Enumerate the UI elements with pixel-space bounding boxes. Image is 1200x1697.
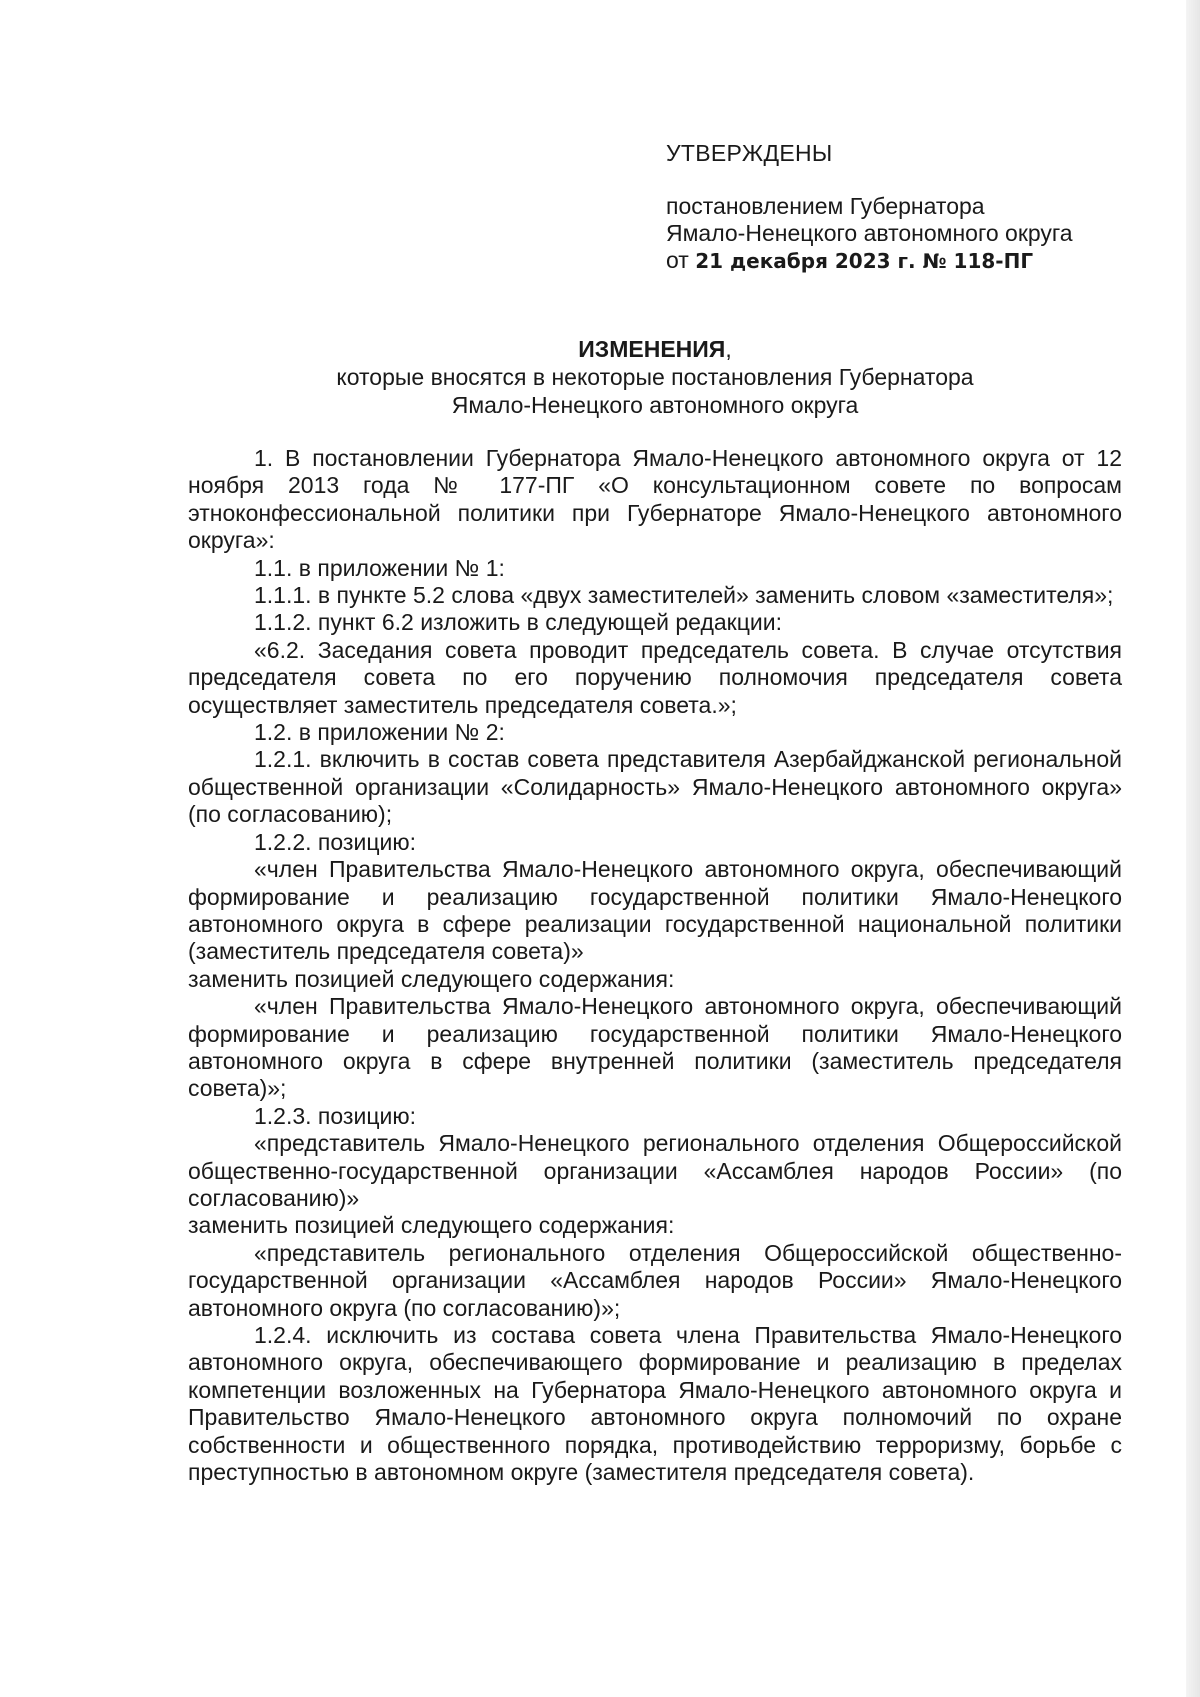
document-title: ИЗМЕНЕНИЯ [578, 336, 726, 362]
approval-date-prefix: от [666, 247, 689, 273]
paragraph-1-2-2: 1.2.2. позицию: [254, 828, 416, 855]
paragraph-new-position-1: «член Правительства Ямало-Ненецкого автономного округа, обеспечивающий формирование и реализацию государственной политики Ямало-Ненецкого автономного округа в сфере внутренней политики (заместитель председателя совета)»; [188, 993, 1122, 1102]
scan-edge-shadow [1186, 0, 1200, 1697]
approval-date-line [666, 247, 1136, 275]
paragraph-quote-6-2: «6.2. Заседания совета проводит председатель совета. В случае отсутствия председателя совета по его поручению полномочия председателя совета осуществляет заместитель председателя совета.»; [188, 636, 1122, 718]
document-body [188, 445, 1122, 1486]
paragraph-replace-1: заменить позицией следующего содержания: [188, 965, 675, 992]
document-title-line [190, 335, 1120, 363]
paragraph-old-position-1: «член Правительства Ямало-Ненецкого автономного округа, обеспечивающий формирование и реализацию государственной политики Ямало-Ненецкого автономного округа в сфере реализации государственной национальной политики (заместитель председателя совета)» [188, 856, 1122, 965]
paragraph-1-1-1: 1.1.1. в пункте 5.2 слова «двух заместителей» заменить словом «заместителя»; [254, 582, 1114, 609]
paragraph-old-position-2: «представитель Ямало-Ненецкого регионального отделения Общероссийской общественно-государственной организации «Ассамблея народов России» (по согласованию)» [188, 1130, 1122, 1211]
paragraph-new-position-2: «представитель регионального отделения Общероссийской общественно-государственной организации «Ассамблея народов России» Ямало-Ненецкого автономного округа (по согласованию)»; [188, 1239, 1122, 1321]
document-title-block [190, 335, 1120, 419]
paragraph-replace-2: заменить позицией следующего содержания: [188, 1212, 675, 1239]
approval-stamp-block [666, 140, 1136, 275]
approval-line-2: Ямало-Ненецкого автономного округа [666, 220, 1073, 246]
approval-date-value: 21 декабря 2023 г. № 118-ПГ [695, 249, 1034, 273]
paragraph-1-2-4: 1.2.4. исключить из состава совета члена Правительства Ямало-Ненецкого автономного округа, обеспечивающего формирование и реализацию в пределах компетенции возложенных на Губернатора Ямало-Ненецкого автономного округа и Правительство Ямало-Ненецкого автономного округа полномочий по охране собственности и общественного порядка, противодействию терроризму, борьбе с преступностью в автономном округе (заместителя председателя совета). [188, 1322, 1122, 1486]
document-subtitle-line-2: Ямало-Ненецкого автономного округа [451, 392, 859, 418]
paragraph-1-2: 1.2. в приложении № 2: [254, 719, 505, 746]
document-title-comma: , [725, 336, 732, 362]
approval-line-1: постановлением Губернатора [666, 193, 985, 219]
paragraph-1: 1. В постановлении Губернатора Ямало-Ненецкого автономного округа от 12 ноября 2013 года № 177-ПГ «О консультационном совете по вопросам этноконфессиональной политики при Губернаторе Ямало-Ненецкого автономного округа»: [188, 445, 1122, 554]
paragraph-1-2-1: 1.2.1. включить в состав совета представителя Азербайджанской региональной общественной организации «Солидарность» Ямало-Ненецкого автономного округа» (по согласованию); [188, 746, 1122, 828]
paragraph-1-1-2: 1.1.2. пункт 6.2 изложить в следующей редакции: [254, 609, 782, 636]
document-subtitle-line-1: которые вносятся в некоторые постановления Губернатора [336, 364, 974, 390]
paragraph-1-1: 1.1. в приложении № 1: [254, 554, 505, 581]
paragraph-1-2-3: 1.2.3. позицию: [254, 1102, 416, 1129]
approved-heading: УТВЕРЖДЕНЫ [666, 140, 833, 166]
